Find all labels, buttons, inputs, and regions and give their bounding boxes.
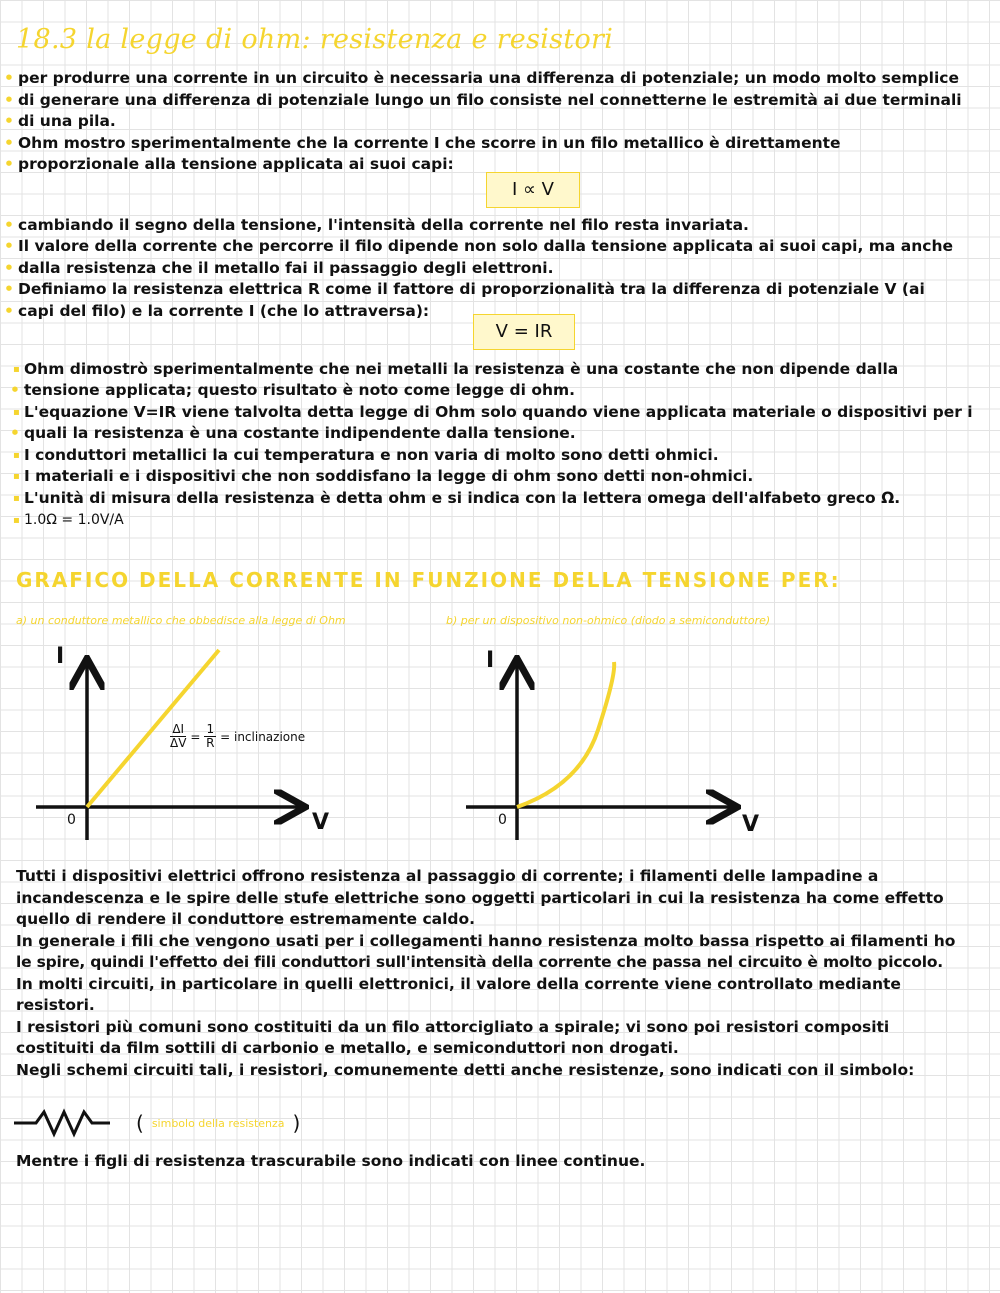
body-paragraph [16,866,991,1081]
page-title: 18.3 la legge di ohm: resistenza e resistori [16,24,614,55]
formula-ohm: V = IR [473,314,575,350]
slope-fraction [170,723,186,750]
paragraph-line: In molti circuiti, in particolare in quelli elettronici, il valore della corrente viene controllato mediante [16,974,901,993]
formula-proportional: I ∝ V [486,172,580,208]
bullet-continuation: • capi del filo) e la corrente I (che lo attraversa): [18,301,429,323]
graph-b-y-label: I [486,648,495,673]
close-paren: ) [292,1111,301,1135]
symbol-note: simbolo della resistenza [151,1116,285,1130]
paragraph-line: quello di rendere il conduttore estremamente caldo. [16,910,476,928]
slope-numerator: ΔI [172,722,185,736]
bullet-continuation: • dalla resistenza che il metallo fai il passaggio degli elettroni. [18,258,554,280]
paragraph-line: In generale i fili che vengono usati per i collegamenti hanno resistenza molto bassa rispetto ai filamenti ho [16,931,956,950]
paragraph-line: costituiti da film sottili di carbonio e metallo, e semiconduttori non drogati. [16,1039,679,1057]
bullet-line: ▪ L'equazione V=IR viene talvolta detta legge di Ohm solo quando viene applicata materiale o dispositivi per i [24,402,973,424]
graph-a-origin: 0 [67,812,76,828]
paragraph-line: Tutti i dispositivi elettrici offrono resistenza al passaggio di corrente; i filamenti delle lampadine a [16,867,879,885]
bullet-continuation: • quali la resistenza è una costante indipendente dalla tensione. [24,423,576,445]
resistor-symbol-row [14,1108,300,1138]
paragraph-line: resistori. [16,996,95,1014]
bullet-line: • Ohm mostro sperimentalmente che la corrente I che scorre in un filo metallico è direttamente [18,133,841,155]
bullet-line: ▪ 1.0Ω = 1.0V/A [24,510,124,532]
bullet-continuation: • tensione applicata; questo risultato è noto come legge di ohm. [24,380,575,402]
slope-formula [170,723,305,750]
graph-b-caption: b) per un dispositivo non-ohmico (diodo a semiconduttore) [446,614,771,627]
graph-a-y-label: I [56,644,65,669]
bullet-line: • Il valore della corrente che percorre il filo dipende non solo dalla tensione applicata ai suoi capi, ma anche [18,236,953,258]
slope-denominator: ΔV [170,736,187,750]
graph-b-x-label: V [742,812,760,837]
open-paren: ( [136,1111,144,1135]
slope-rhs-numerator: 1 [206,722,215,736]
slope-rhs-fraction [204,723,216,750]
graph-a-caption: a) un conduttore metallico che obbedisce alla legge di Ohm [16,614,346,627]
bullet-line: ▪ L'unità di misura della resistenza è detta ohm e si indica con la lettera omega dell'alfabeto greco Ω. [24,488,900,510]
paragraph-line: I resistori più comuni sono costituiti da un filo attorcigliato a spirale; vi sono poi resistori compositi [16,1017,890,1036]
bullet-continuation: • di generare una differenza di potenziale lungo un filo consiste nel connetterne le estremità ai due terminali [18,90,962,112]
section-title: GRAFICO DELLA CORRENTE IN FUNZIONE DELLA TENSIONE PER: [16,568,841,592]
paragraph-line: incandescenza e le spire delle stufe elettriche sono oggetti particolari in cui la resistenza ha come effetto [16,888,944,907]
bullet-line: • per produrre una corrente in un circuito è necessaria una differenza di potenziale; un modo molto semplice [18,68,959,90]
slope-equals: = [190,729,201,744]
bullet-line: ▪ Ohm dimostrò sperimentalmente che nei metalli la resistenza è una costante che non dipende dalla [24,359,898,381]
graph-b-diode-curve [517,662,614,807]
bullet-line: ▪ I materiali e i dispositivi che non soddisfano la legge di ohm sono detti non-ohmici. [24,466,753,488]
bullet-continuation: • di una pila. [18,111,116,133]
paragraph-line: le spire, quindi l'effetto dei fili conduttori sull'intensità della corrente che passa nel circuito è molto piccolo. [16,953,943,971]
resistor-symbol-icon [14,1108,114,1138]
bullet-continuation: • proporzionale alla tensione applicata ai suoi capi: [18,154,454,176]
slope-label: = inclinazione [220,729,306,744]
graph-a-x-label: V [312,810,330,835]
graph-b-origin: 0 [498,812,507,828]
slope-rhs-denominator: R [206,736,215,750]
bullet-line: • cambiando il segno della tensione, l'intensità della corrente nel filo resta invariata. [18,215,749,237]
bullet-line: ▪ I conduttori metallici la cui temperatura e non varia di molto sono detti ohmici. [24,445,719,467]
paragraph-line: Negli schemi circuiti tali, i resistori, comunemente detti anche resistenze, sono indicati con il simbolo: [16,1060,915,1079]
bullet-line: • Definiamo la resistenza elettrica R come il fattore di proporzionalità tra la differenza di potenziale V (ai [18,279,925,301]
last-line: Mentre i figli di resistenza trascurabile sono indicati con linee continue. [16,1152,646,1170]
